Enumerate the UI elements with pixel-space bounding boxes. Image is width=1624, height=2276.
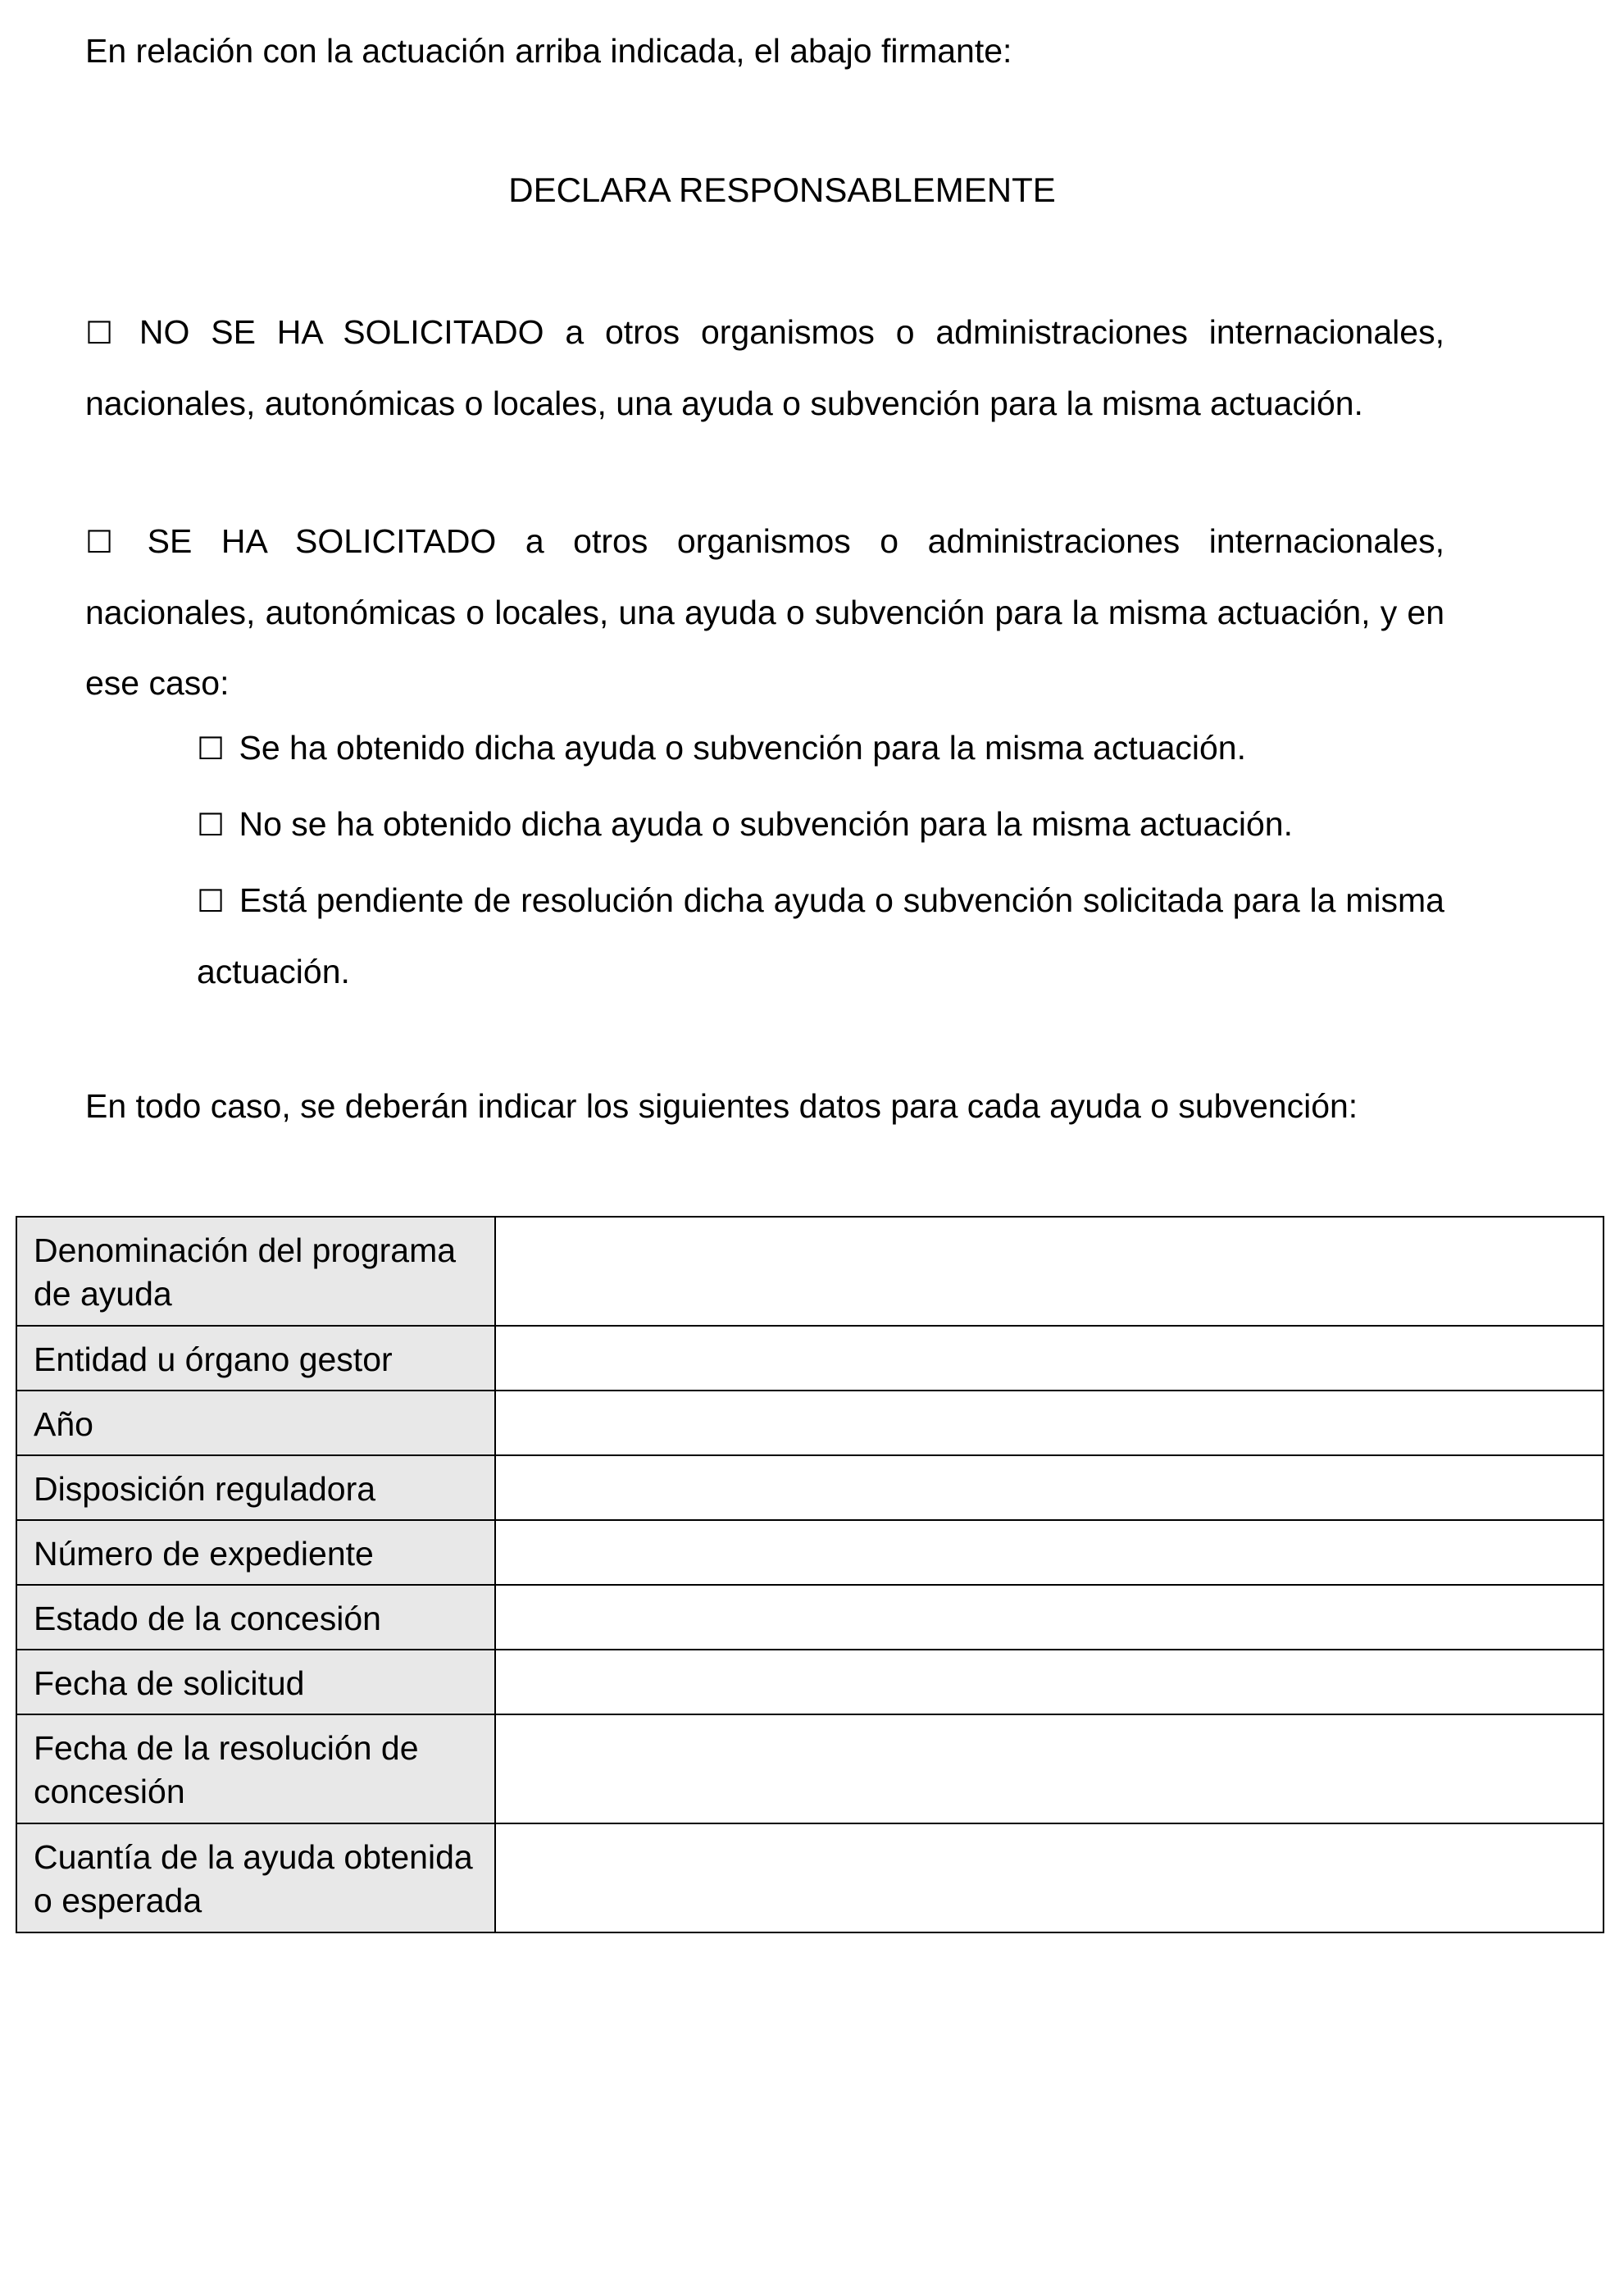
checkbox-requested[interactable]: ☐ (85, 524, 114, 560)
row-label: Año (16, 1391, 495, 1455)
closing-text: En todo caso, se deberán indicar los siguientes datos para cada ayuda o subvención: (85, 1087, 1358, 1125)
row-label: Fecha de la resolución de concesión (16, 1714, 495, 1823)
checkbox-pending[interactable]: ☐ (197, 883, 225, 919)
checkbox-not-obtained[interactable]: ☐ (197, 807, 225, 843)
table-row (16, 1520, 1604, 1585)
sub-option-obtained (197, 712, 1444, 784)
intro-text: En relación con la actuación arriba indicada, el abajo firmante: (85, 32, 1012, 70)
table-row (16, 1217, 1604, 1326)
row-label: Denominación del programa de ayuda (16, 1217, 495, 1326)
row-label: Disposición reguladora (16, 1455, 495, 1520)
table-row (16, 1650, 1604, 1714)
row-label: Número de expediente (16, 1520, 495, 1585)
row-value-field[interactable] (495, 1326, 1604, 1391)
sub-option-not-obtained (197, 789, 1444, 860)
option-requested (85, 506, 1444, 718)
checkbox-obtained[interactable]: ☐ (197, 731, 225, 767)
row-value-field[interactable] (495, 1823, 1604, 1932)
checkbox-not-requested[interactable]: ☐ (85, 315, 114, 351)
table-row (16, 1455, 1604, 1520)
sub-option-obtained-text: Se ha obtenido dicha ayuda o subvención para la misma actuación. (239, 729, 1247, 767)
option-not-requested (85, 297, 1444, 439)
sub-option-not-obtained-text: No se ha obtenido dicha ayuda o subvención para la misma actuación. (239, 805, 1293, 843)
row-value-field[interactable] (495, 1585, 1604, 1650)
row-label: Fecha de solicitud (16, 1650, 495, 1714)
sub-option-pending-text: Está pendiente de resolución dicha ayuda o subvención solicitada para la misma actuación. (197, 881, 1444, 990)
table-row (16, 1326, 1604, 1391)
row-value-field[interactable] (495, 1520, 1604, 1585)
row-value-field[interactable] (495, 1714, 1604, 1823)
row-value-field[interactable] (495, 1391, 1604, 1455)
row-label: Entidad u órgano gestor (16, 1326, 495, 1391)
row-label: Estado de la concesión (16, 1585, 495, 1650)
row-value-field[interactable] (495, 1650, 1604, 1714)
row-label: Cuantía de la ayuda obtenida o esperada (16, 1823, 495, 1932)
table-row (16, 1391, 1604, 1455)
declaration-heading: DECLARA RESPONSABLEMENTE (508, 171, 1056, 209)
sub-option-pending (197, 865, 1444, 1007)
table-row (16, 1823, 1604, 1932)
table-row (16, 1714, 1604, 1823)
option-not-requested-text: NO SE HA SOLICITADO a otros organismos o administraciones internacionales, nacionales, autonómicas o locales, una ayuda o subvención para la misma actuación. (85, 313, 1444, 422)
row-value-field[interactable] (495, 1455, 1604, 1520)
row-value-field[interactable] (495, 1217, 1604, 1326)
aid-data-table (16, 1216, 1604, 1933)
table-row (16, 1585, 1604, 1650)
option-requested-text: SE HA SOLICITADO a otros organismos o administraciones internacionales, nacionales, autonómicas o locales, una ayuda o subvención para la misma actuación, y en ese caso: (85, 522, 1444, 702)
